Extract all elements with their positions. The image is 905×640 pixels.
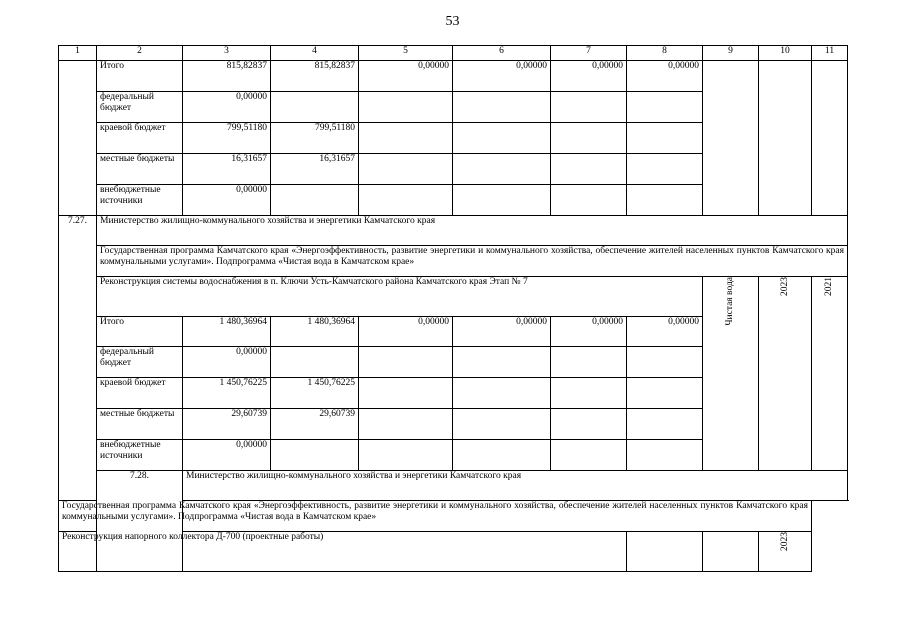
value-cell: 0,00000: [627, 317, 703, 347]
value-cell: [453, 185, 551, 216]
col11-cell: [812, 61, 848, 216]
col10-cell: [703, 532, 759, 572]
value-cell: [551, 154, 627, 185]
value-cell: 0,00000: [627, 61, 703, 92]
value-cell: [453, 378, 551, 409]
value-cell: [359, 92, 453, 123]
year-start-vertical: 2023: [779, 532, 790, 551]
value-cell: 815,82837: [183, 61, 271, 92]
row-label: Итого: [97, 61, 183, 92]
table-row: [59, 246, 848, 277]
col-header: 7: [551, 46, 627, 61]
value-cell: [627, 123, 703, 154]
value-cell: 799,51180: [183, 123, 271, 154]
value-cell: 1 450,76225: [183, 378, 271, 409]
value-cell: 0,00000: [359, 61, 453, 92]
section-index: 7.27.: [59, 216, 97, 501]
col9-cell: [703, 61, 759, 216]
budget-table: [58, 45, 848, 572]
table-row: [59, 532, 848, 572]
table-row: [59, 216, 848, 246]
value-cell: [551, 440, 627, 471]
col-header: 1: [59, 46, 97, 61]
value-cell: 815,82837: [271, 61, 359, 92]
row-label: местные бюджеты: [97, 154, 183, 185]
col-header: 2: [97, 46, 183, 61]
table-row: [59, 61, 848, 92]
index-cell: [59, 61, 97, 216]
col-header: 3: [183, 46, 271, 61]
ministry-cell: Министерство жилищно-коммунального хозяйства и энергетики Камчатского края: [183, 471, 848, 501]
program-cell: Государственная программа Камчатского края «Энергоэффективность, развитие энергетики и коммунального хозяйства, обеспечение жителей населенных пунктов Камчатского края коммунальными услугами». Подпрограмма «Чистая вода в Камчатском крае»: [59, 501, 812, 532]
col-header: 8: [627, 46, 703, 61]
header-row: [59, 46, 848, 61]
row-label: федеральный бюджет: [97, 347, 183, 378]
value-cell: 0,00000: [183, 92, 271, 123]
value-cell: [271, 185, 359, 216]
value-cell: [359, 347, 453, 378]
value-cell: [359, 154, 453, 185]
col-header: 11: [812, 46, 848, 61]
value-cell: [551, 185, 627, 216]
value-cell: 0,00000: [453, 317, 551, 347]
value-cell: [627, 378, 703, 409]
row-label: Итого: [97, 317, 183, 347]
page-number: 53: [445, 14, 460, 29]
value-cell: 0,00000: [183, 185, 271, 216]
value-cell: 16,31657: [183, 154, 271, 185]
table-row: [59, 277, 848, 317]
value-cell: 0,00000: [551, 61, 627, 92]
value-cell: [453, 409, 551, 440]
row-label: внебюджетные источники: [97, 185, 183, 216]
value-cell: 1 480,36964: [183, 317, 271, 347]
col-header: 10: [759, 46, 812, 61]
row-label: краевой бюджет: [97, 123, 183, 154]
project-title: Реконструкция системы водоснабжения в п. Ключи Усть-Камчатского района Камчатского края Этап № 7: [97, 277, 703, 317]
year-end-vertical: 2023: [779, 277, 790, 296]
value-cell: 1 450,76225: [271, 378, 359, 409]
row-label: местные бюджеты: [97, 409, 183, 440]
value-cell: [551, 409, 627, 440]
col11-cell: [759, 532, 812, 572]
col-header: 9: [703, 46, 759, 61]
value-cell: [627, 440, 703, 471]
value-cell: [271, 440, 359, 471]
col-header: 6: [453, 46, 551, 61]
table-row: [59, 501, 848, 532]
col9-cell: [703, 277, 759, 471]
value-cell: 0,00000: [551, 317, 627, 347]
value-cell: 799,51180: [271, 123, 359, 154]
value-cell: [453, 123, 551, 154]
value-cell: [551, 378, 627, 409]
value-cell: 29,60739: [271, 409, 359, 440]
value-cell: [453, 347, 551, 378]
value-cell: [359, 440, 453, 471]
col-header: 5: [359, 46, 453, 61]
value-cell: 29,60739: [183, 409, 271, 440]
col10-cell: [759, 61, 812, 216]
value-cell: [551, 347, 627, 378]
value-cell: [359, 409, 453, 440]
value-cell: 0,00000: [183, 440, 271, 471]
value-cell: [359, 185, 453, 216]
col11-cell: [812, 277, 848, 471]
value-cell: 0,00000: [359, 317, 453, 347]
value-cell: 1 480,36964: [271, 317, 359, 347]
table-row: [59, 471, 848, 501]
value-cell: [453, 92, 551, 123]
value-cell: [551, 123, 627, 154]
value-cell: [271, 92, 359, 123]
value-cell: [271, 347, 359, 378]
row-label: федеральный бюджет: [97, 92, 183, 123]
row-label: внебюджетные источники: [97, 440, 183, 471]
value-cell: [453, 154, 551, 185]
project-title: Реконструкция напорного коллектора Д-700 (проектные работы): [59, 532, 627, 572]
value-cell: [627, 92, 703, 123]
value-cell: [627, 347, 703, 378]
value-cell: [359, 123, 453, 154]
value-cell: [359, 378, 453, 409]
section-index: 7.28.: [97, 471, 183, 572]
program-name-vertical: Чистая вода: [725, 277, 735, 326]
year-start-vertical: 2021: [824, 277, 834, 296]
value-cell: [627, 154, 703, 185]
value-cell: [551, 92, 627, 123]
row-label: краевой бюджет: [97, 378, 183, 409]
col9-cell: [627, 532, 703, 572]
col10-cell: [759, 277, 812, 471]
value-cell: [627, 185, 703, 216]
value-cell: 16,31657: [271, 154, 359, 185]
program-cell: Государственная программа Камчатского края «Энергоэффективность, развитие энергетики и коммунального хозяйства, обеспечение жителей населенных пунктов Камчатского края коммунальными услугами». Подпрограмма «Чистая вода в Камчатском крае»: [97, 246, 848, 277]
value-cell: [627, 409, 703, 440]
value-cell: 0,00000: [183, 347, 271, 378]
col-header: 4: [271, 46, 359, 61]
value-cell: 0,00000: [453, 61, 551, 92]
value-cell: [453, 440, 551, 471]
ministry-cell: Министерство жилищно-коммунального хозяйства и энергетики Камчатского края: [97, 216, 848, 246]
